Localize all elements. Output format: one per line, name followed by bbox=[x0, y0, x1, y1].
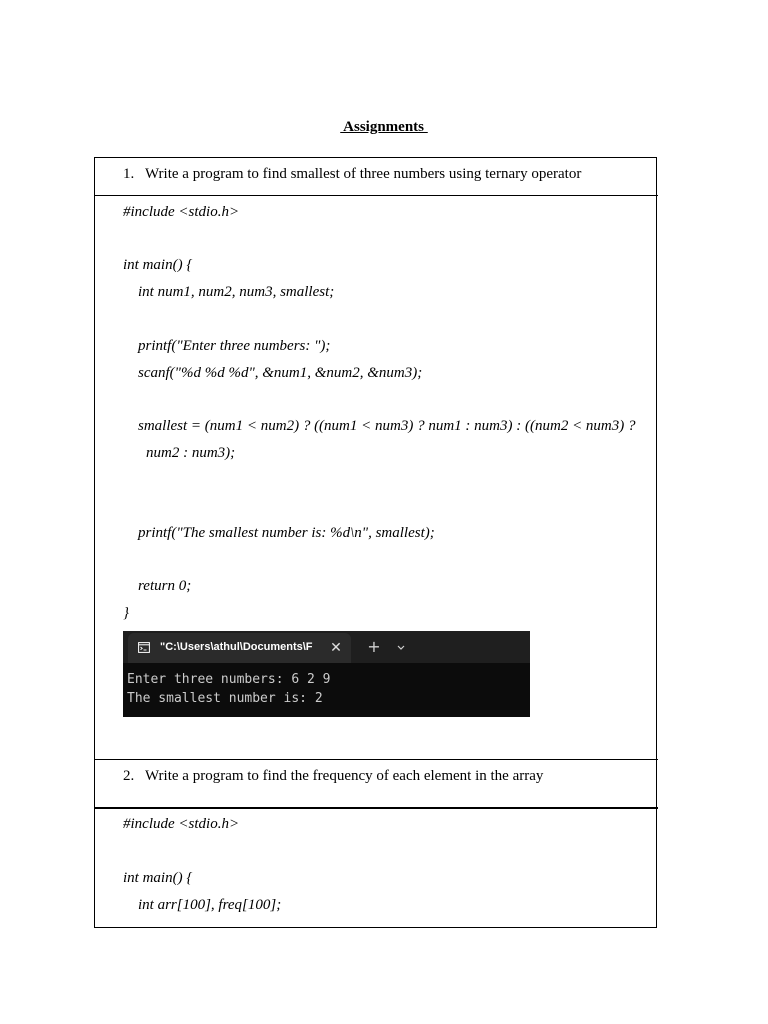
code-line: printf("The smallest number is: %d\n", smallest); bbox=[138, 525, 435, 541]
code-line: int main() { bbox=[123, 257, 193, 273]
code-line: int main() { bbox=[123, 870, 193, 886]
terminal-tab-bar bbox=[123, 631, 530, 663]
page-title: Assignments bbox=[340, 119, 428, 135]
question-text: Write a program to find smallest of three numbers using ternary operator bbox=[145, 166, 582, 182]
question-1 bbox=[123, 165, 581, 183]
code-line: int arr[100], freq[100]; bbox=[138, 897, 282, 913]
terminal-tab[interactable] bbox=[128, 633, 351, 663]
code-line: } bbox=[123, 605, 129, 621]
code-line: num2 : num3); bbox=[146, 445, 236, 461]
chevron-down-icon[interactable] bbox=[391, 637, 411, 657]
question-number: 2. bbox=[123, 768, 135, 784]
question-number: 1. bbox=[123, 166, 135, 182]
code-line: smallest = (num1 < num2) ? ((num1 < num3) ? num1 : num3) : ((num2 < num3) ? bbox=[138, 418, 636, 434]
code-line: scanf("%d %d %d", &num1, &num2, &num3); bbox=[138, 365, 423, 381]
terminal-window-icon bbox=[138, 642, 150, 653]
terminal-output-line: Enter three numbers: 6 2 9 bbox=[127, 672, 331, 687]
question-2 bbox=[123, 767, 543, 785]
code-line: return 0; bbox=[138, 578, 192, 594]
new-tab-button[interactable]: + bbox=[367, 637, 381, 656]
close-icon[interactable]: ✕ bbox=[330, 640, 342, 656]
code-line: printf("Enter three numbers: "); bbox=[138, 338, 331, 354]
table-divider bbox=[94, 807, 658, 809]
table-divider bbox=[94, 195, 658, 196]
code-line: #include <stdio.h> bbox=[123, 816, 240, 832]
code-line: int num1, num2, num3, smallest; bbox=[138, 284, 335, 300]
code-line: #include <stdio.h> bbox=[123, 204, 240, 220]
question-text: Write a program to find the frequency of each element in the array bbox=[145, 768, 544, 784]
table-divider bbox=[94, 759, 658, 760]
terminal-screenshot bbox=[123, 631, 530, 717]
terminal-tab-title: "C:\Users\athul\Documents\F bbox=[160, 641, 313, 653]
terminal-output-line: The smallest number is: 2 bbox=[127, 691, 323, 706]
